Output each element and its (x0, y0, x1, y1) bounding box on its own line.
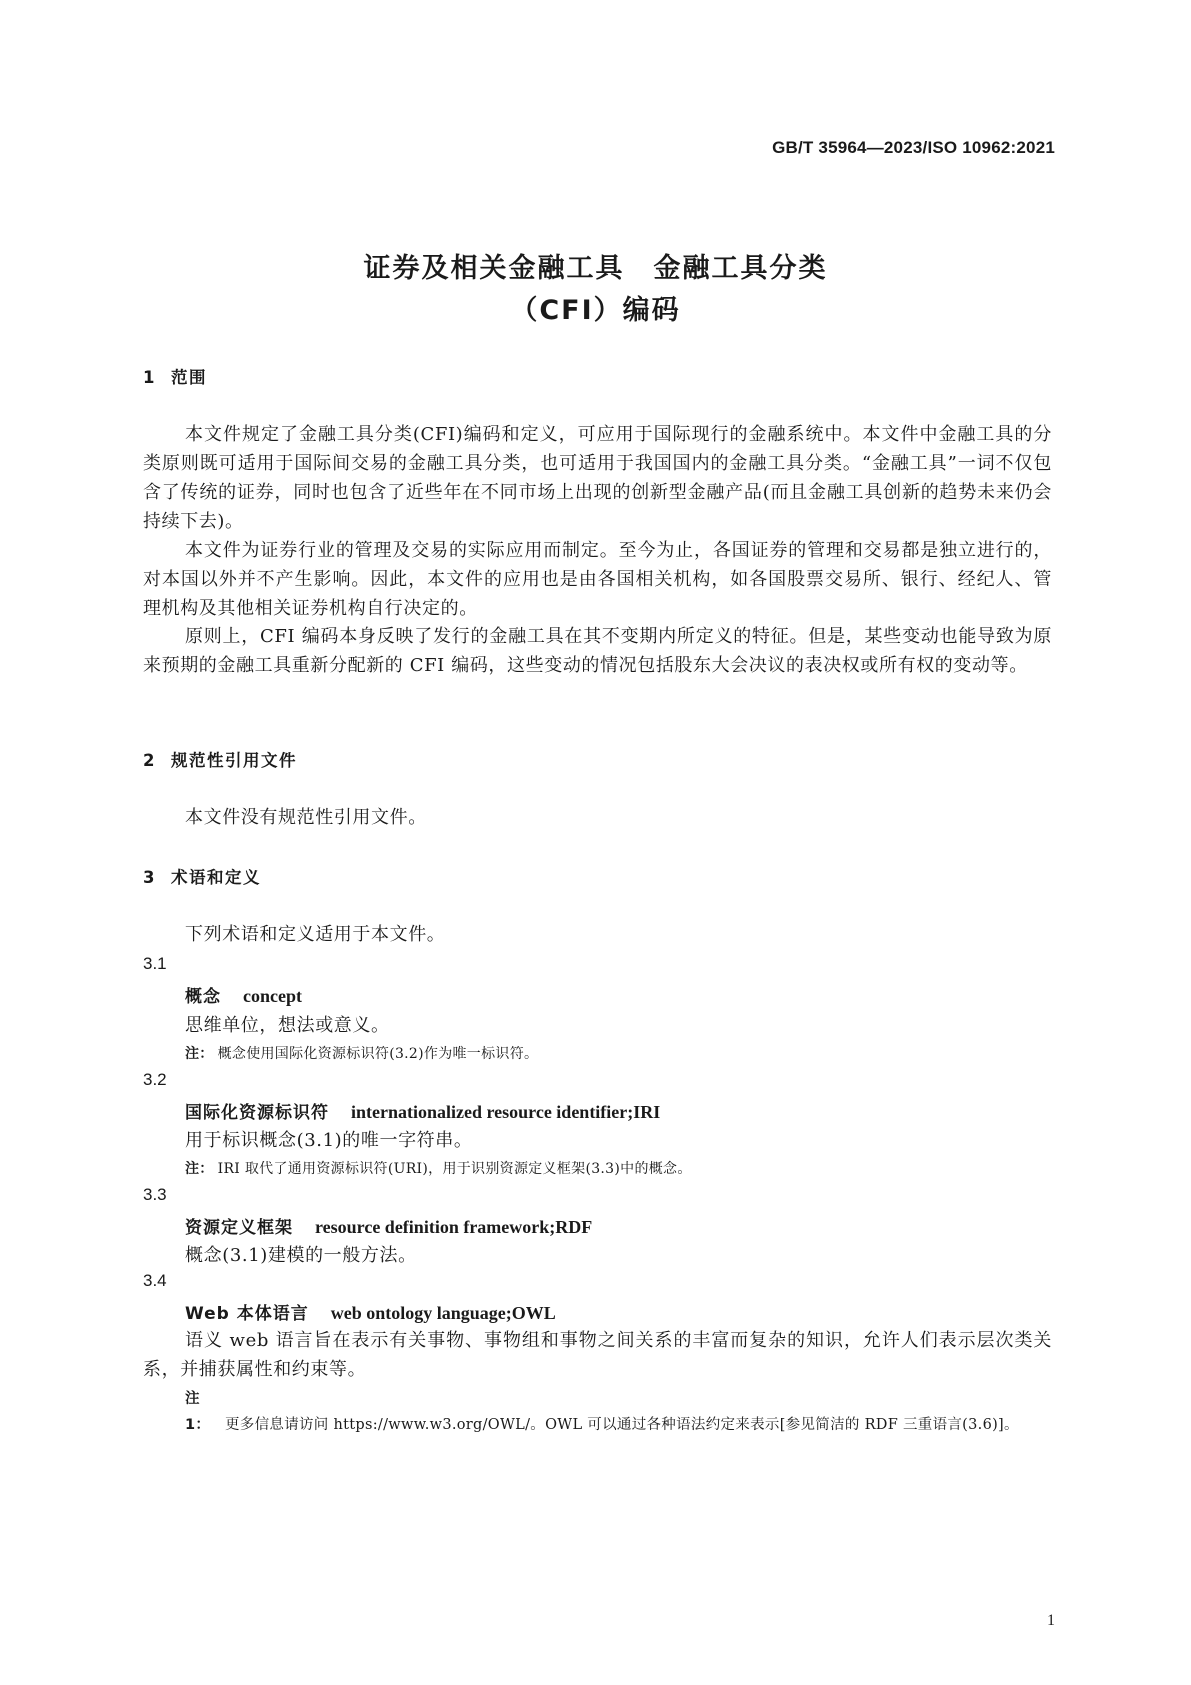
section-number: 2 (143, 751, 156, 770)
note-text: IRI 取代了通用资源标识符(URI)，用于识别资源定义框架(3.3)中的概念。 (217, 1161, 692, 1177)
section-1-heading (143, 364, 207, 388)
term-heading (185, 1299, 556, 1324)
term-number: 3.3 (143, 1185, 167, 1204)
term-en: web ontology language;OWL (330, 1303, 556, 1323)
document-title-line2: （CFI）编码 (510, 295, 681, 326)
term-en: internationalized resource identifier;IRI (351, 1102, 661, 1122)
term-definition: 用于标识概念(3.1)的唯一字符串。 (185, 1130, 473, 1151)
note-text: 概念使用国际化资源标识符(3.2)作为唯一标识符。 (217, 1046, 539, 1062)
note-label: 注： (185, 1046, 214, 1062)
page-number: 1 (1047, 1612, 1055, 1629)
section-2-text: 本文件没有规范性引用文件。 (185, 807, 427, 828)
term-heading (185, 1098, 660, 1123)
term-en: resource definition framework;RDF (315, 1217, 593, 1237)
term-definition: 思维单位，想法或意义。 (185, 1015, 390, 1036)
term-number: 3.4 (143, 1271, 167, 1290)
section-3-heading (143, 864, 261, 888)
document-title-line1: 证券及相关金融工具 金融工具分类 (363, 253, 828, 284)
term-zh: 资源定义框架 (185, 1218, 293, 1238)
section-title: 术语和定义 (171, 868, 261, 887)
section-number: 3 (143, 868, 156, 887)
term-heading (185, 1213, 592, 1238)
section-2-heading (143, 747, 297, 771)
section-title: 范围 (171, 368, 207, 387)
standard-number: GB/T 35964—2023/ISO 10962:2021 (772, 138, 1055, 157)
term-zh: 国际化资源标识符 (185, 1103, 329, 1123)
section-3-intro: 下列术语和定义适用于本文件。 (185, 924, 446, 945)
term-note (185, 1043, 538, 1063)
note-text: 更多信息请访问 https://www.w3.org/OWL/。OWL 可以通过各种语法约定来表示[参见简洁的 RDF 三重语言(3.6)]。 (225, 1417, 1019, 1433)
section-number: 1 (143, 368, 156, 387)
term-en: concept (243, 986, 302, 1006)
term-zh: 概念 (185, 987, 221, 1007)
section-1-paragraph-3: 原则上，CFI 编码本身反映了发行的金融工具在其不变期内所定义的特征。但是，某些变动也能导致为原来预期的金融工具重新分配新的 CFI 编码，这些变动的情况包括股东大会决议的表决权或所有权的变动等。 (143, 626, 1052, 676)
section-1-paragraph-1: 本文件规定了金融工具分类(CFI)编码和定义，可应用于国际现行的金融系统中。本文件中金融工具的分类原则既可适用于国际间交易的金融工具分类，也可适用于我国国内的金融工具分类。“金融工具”一词不仅包含了传统的证券，同时也包含了近些年在不同市场上出现的创新型金融产品(而且金融工具创新的趋势未来仍会持续下去)。 (143, 424, 1052, 532)
note-label: 注： (185, 1161, 214, 1177)
term-zh: Web 本体语言 (185, 1304, 309, 1324)
term-note (185, 1386, 1093, 1438)
term-number: 3.1 (143, 954, 167, 973)
term-definition: 语义 web 语言旨在表示有关事物、事物组和事物之间关系的丰富而复杂的知识，允许人们表示层次类关系，并捕获属性和约束等。 (143, 1330, 1052, 1380)
section-1-paragraph-2: 本文件为证券行业的管理及交易的实际应用而制定。至今为止，各国证券的管理和交易都是独立进行的，对本国以外并不产生影响。因此，本文件的应用也是由各国相关机构，如各国股票交易所、银行、经纪人、管理机构及其他相关证券机构自行决定的。 (143, 540, 1052, 619)
term-number: 3.2 (143, 1070, 167, 1089)
term-heading (185, 982, 302, 1007)
note-label: 注 1： (185, 1391, 211, 1433)
section-title: 规范性引用文件 (171, 751, 297, 770)
term-note (185, 1158, 692, 1178)
term-definition: 概念(3.1)建模的一般方法。 (185, 1245, 417, 1266)
